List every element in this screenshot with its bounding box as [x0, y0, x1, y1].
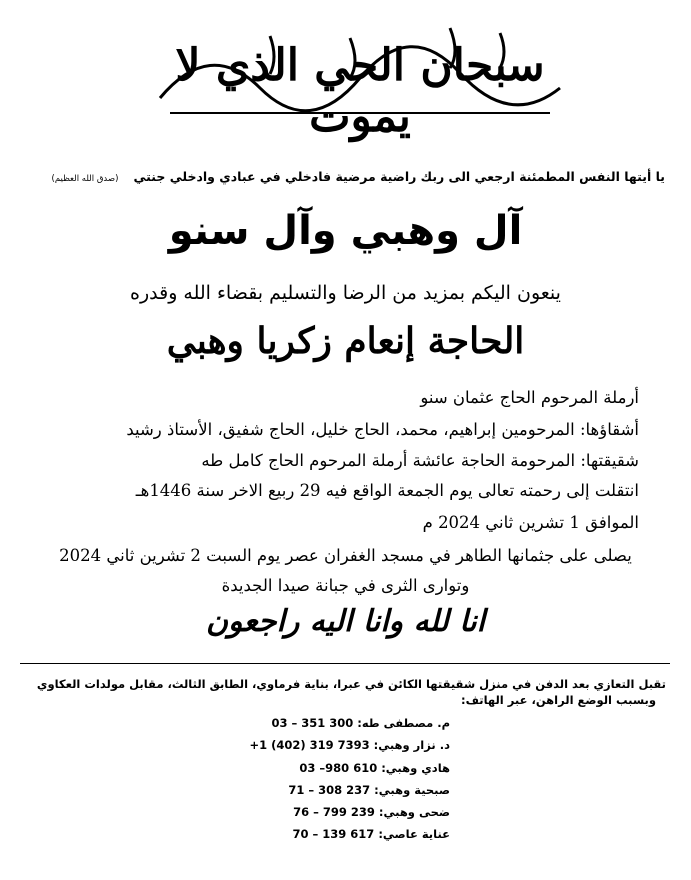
contact-item: ضحى وهبي:76 – 799 239	[293, 805, 450, 820]
contact-item: د. نزار وهبي:+1 (402) 319 7393	[249, 738, 450, 753]
detail-death-date: انتقلت إلى رحمته تعالى يوم الجمعة الواقع فيه 29 ربيع الاخر سنة 1446هـ	[135, 481, 639, 500]
phone-number[interactable]: 71 – 308 237	[288, 782, 371, 797]
verse-tag: (صدق الله العظيم)	[51, 174, 119, 184]
contact-item: عناية عاصي:70 – 139 617	[292, 827, 450, 842]
contact-item: هادي وهبي:03 –980 610	[299, 760, 450, 775]
funeral-prayer: يصلى على جثمانها الطاهر في مسجد الغفران عصر يوم السبت 2 تشرين ثاني 2024	[59, 546, 632, 565]
condolence-line-1: تقبل التعازي بعد الدفن في منزل شقيقتها الكائن في عبرا، بناية فرماوي، الطابق الثالث، مقابل مولدات العكاوي	[36, 677, 666, 691]
mourn-line: ينعون اليكم بمزيد من الرضا والتسليم بقضاء الله وقدره	[130, 282, 561, 304]
phone-number[interactable]: 03 – 351 300	[271, 716, 354, 730]
verse-text: يا أيتها النفس المطمئنة ارجعي الى ربك راضية مرضية فادخلي في عبادي وادخلي جنتي	[133, 169, 665, 184]
phone-number[interactable]: 70 – 139 617	[292, 827, 375, 842]
detail-widow: أرملة المرحوم الحاج عثمان سنو	[420, 388, 639, 407]
detail-gregorian-date: الموافق 1 تشرين ثاني 2024 م	[422, 513, 639, 532]
contact-item: م. مصطفى طه:03 – 351 300	[271, 716, 450, 730]
condolence-info	[26, 676, 666, 708]
condolence-line-2: وبسبب الوضع الراهن، عبر الهاتف:	[460, 693, 656, 707]
family-name: آل وهبي وآل سنو	[168, 208, 523, 254]
deceased-name: الحاجة إنعام زكريا وهبي	[166, 320, 525, 362]
quran-verse	[51, 166, 665, 185]
header-calligraphy: سبحان الحي الذي لا يموت	[175, 40, 545, 142]
phone-number[interactable]: 03 –980 610	[299, 760, 378, 775]
divider	[20, 663, 670, 664]
detail-sister: شقيقتها: المرحومة الحاجة عائشة أرملة المرحوم الحاج كامل طه	[201, 451, 639, 470]
phone-number[interactable]: +1 (402) 319 7393	[249, 738, 370, 753]
phone-number[interactable]: 76 – 799 239	[293, 805, 375, 820]
closing-verse: انا لله وانا اليه راجعون	[205, 604, 486, 639]
detail-brothers: أشقاؤها: المرحومين إبراهيم، محمد، الحاج خليل، الحاج شفيق، الأستاذ رشيد	[126, 420, 639, 439]
contact-item: صبحية وهبي:71 – 308 237	[288, 782, 450, 797]
burial-line: وتوارى الثرى في جبانة صيدا الجديدة	[221, 576, 470, 595]
contact-list	[230, 716, 450, 850]
